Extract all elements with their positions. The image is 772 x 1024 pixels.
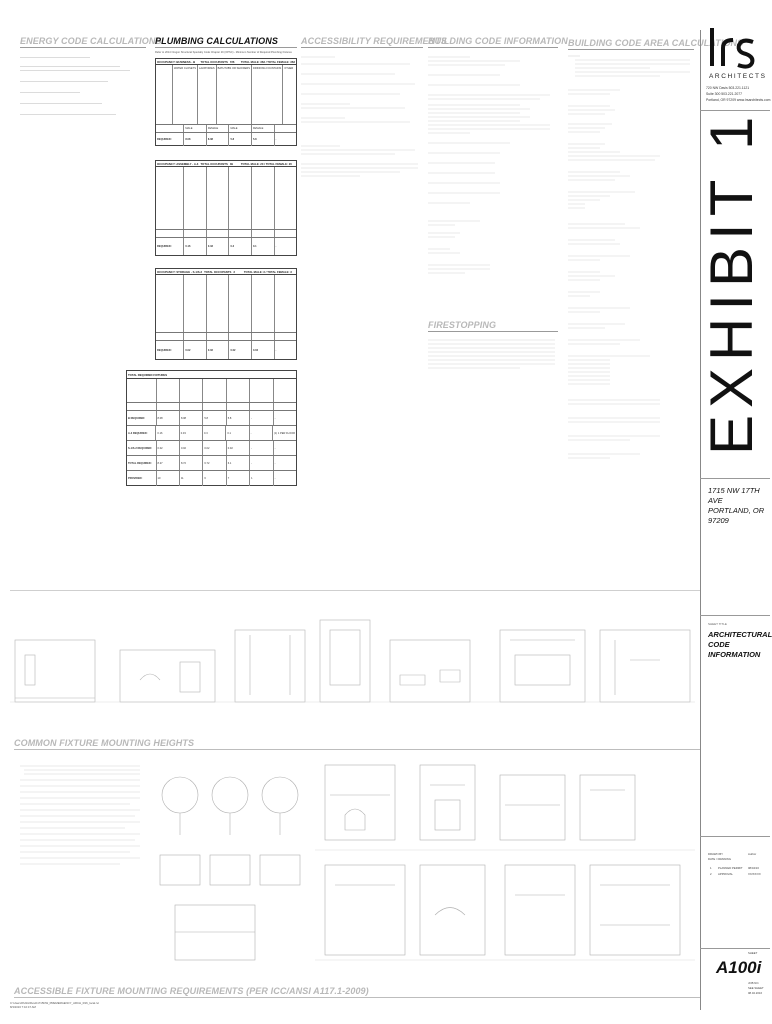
table-header: OCCUPANCY: BUSINESS - B	[157, 59, 196, 64]
firm-address-3: Portland, OR 97209 www.lrsarchitects.com	[706, 98, 771, 102]
energy-title: ENERGY CODE CALCULATIONS	[20, 36, 162, 46]
sheet-word: SHEET	[748, 951, 758, 955]
date-label: DATE / DRAWING	[708, 857, 731, 861]
issue-2-num: 2	[710, 872, 712, 876]
issue-2-desc: APPROVAL	[718, 872, 733, 876]
area-title: BUILDING CODE AREA CALCULATIONS	[568, 38, 744, 48]
sheet-number: A100i	[716, 958, 762, 977]
issue-1-date: 08/04/16	[748, 866, 759, 870]
common-heights-title: COMMON FIXTURE MOUNTING HEIGHTS	[14, 738, 195, 748]
firm-name: ARCHITECTS	[709, 73, 767, 80]
plumbing-table-business: OCCUPANCY: BUSINESS - B TOTAL OCCUPANTS 726 TOTAL MALE: 363 / TOTAL FEMALE: 363 WATER CLOSETS LAVATORIES BATHTUBS OR SHOWERS DRINKING FOUNTAINS OTHER MALE FEMALE MALE FEMALE REQUIRED: 8.08 8.08 5.8 5.8 -	[155, 58, 297, 146]
plumbing-title: PLUMBING CALCULATIONS	[155, 36, 278, 46]
firm-address-2: Suite 300 503.221.2077	[706, 92, 743, 96]
plumbing-intro: Refer to 2014 Oregon Structural Specialty Code Chapter 29 (OPSC) - Minimum Number of Required Plumbing Fixtures	[155, 51, 292, 54]
sheet-title: ARCHITECTURAL CODE INFORMATION	[708, 630, 772, 659]
drawn-by-value: Author	[748, 852, 757, 856]
totals-header: TOTAL REQUIRED FIXTURES	[128, 372, 168, 377]
issue-1-desc: PLANNED PERMIT	[718, 866, 743, 870]
fixture-elevations-row	[0, 600, 700, 730]
plumbing-table-assembly: OCCUPANCY: ASSEMBLY - A-3 TOTAL OCCUPANTS 39 TOTAL MALE: 20 / TOTAL FEMALE: 20 REQUIRED: 0.16 0.33 0.3 0.1 -	[155, 160, 297, 256]
job-label: JOB NO.	[748, 981, 760, 985]
drawn-by-label: DRAWN BY	[708, 852, 723, 856]
lrs-logo	[706, 26, 756, 70]
file-path-footer: C:\Users\Public\Revit\1715NW_PREMERGENCY_ARCH_R16_local.rvt 8/3/2016 7:10:47 AM	[10, 1001, 99, 1009]
plumbing-table-storage: OCCUPANCY: STORAGE - S-1/S-2 TOTAL OCCUPANTS 3 TOTAL MALE: 3 / TOTAL FEMALE: 3 REQUIRED: 0.02 0.02 0.02 0.02 -	[155, 268, 297, 360]
building-title: BUILDING CODE INFORMATION	[428, 36, 568, 46]
project-address: 1715 NW 17TH AVE PORTLAND, OR 97209	[708, 486, 765, 525]
firestopping-title: FIRESTOPPING	[428, 320, 497, 330]
issue-2-date: XX/XX/XX	[748, 872, 761, 876]
exhibit-label: EXHIBIT 1	[698, 109, 765, 455]
job-number: SEE SHEET	[748, 986, 764, 990]
accessible-heights-title: ACCESSIBLE FIXTURE MOUNTING REQUIREMENTS (PER ICC/ANSI A117.1-2009)	[14, 986, 369, 996]
firm-address-1: 720 NW Davis 503.221.1121	[706, 86, 750, 90]
accessible-fixture-drawings	[150, 755, 700, 980]
accessibility-title: ACCESSIBILITY REQUIREMENTS	[301, 36, 447, 46]
date-printed: 08.02.2016	[748, 991, 762, 995]
sheet-title-label: SHEET TITLE	[708, 622, 727, 626]
fixture-notes	[0, 760, 150, 870]
plumbing-table-totals: TOTAL REQUIRED FIXTURES B REQUIRED: 8.08 8.08 5.8 5.8 - - A-3 REQUIRED: 0.16 0.33 0.3 0.1 - (1) 1 PER FLOOR S-1/S-2 REQUIRED: 0.02 0.02 0.02 0.02 - - TOTAL REQUIRED: 8.27 8.72 6.72 6.1 - - PROVIDED: 10 11 6 7 1 -	[126, 370, 297, 486]
required-label: REQUIRED:	[156, 133, 184, 146]
issue-1-num: 1	[710, 866, 712, 870]
